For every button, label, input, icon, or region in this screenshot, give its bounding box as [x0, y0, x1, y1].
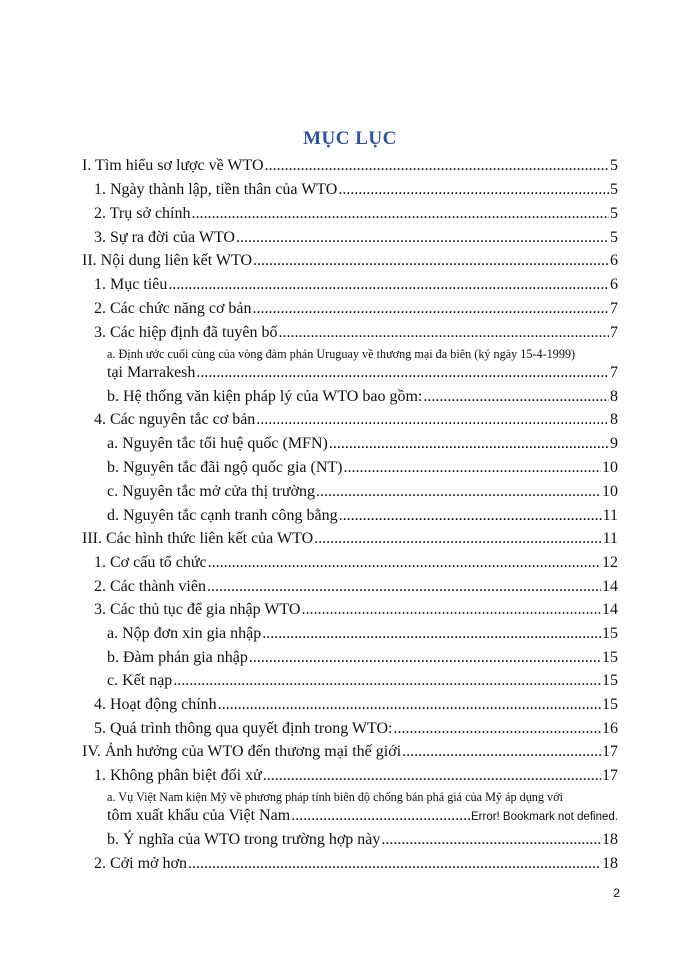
toc-entry-text: b. Ý nghĩa của WTO trong trường hợp này — [107, 831, 381, 848]
toc-entry[interactable] — [94, 855, 618, 873]
toc-entry[interactable] — [94, 578, 618, 596]
leader-dots — [423, 388, 609, 406]
toc-entry[interactable] — [94, 601, 618, 619]
leader-dots — [329, 435, 609, 453]
toc-entry[interactable] — [107, 364, 618, 382]
toc-entry[interactable] — [94, 767, 618, 785]
toc-entry-page: 5 — [610, 229, 618, 246]
toc-entry[interactable] — [94, 554, 618, 572]
toc-entry-text: 5. Quá trình thông qua quyết định trong WTO: — [94, 720, 393, 737]
toc-entry-page: 7 — [610, 364, 618, 381]
toc-entry-text: III. Các hình thức liên kết của WTO — [82, 530, 314, 547]
toc-entry-page: 15 — [602, 649, 618, 666]
toc-entry-text: 4. Các nguyên tắc cơ bản — [94, 411, 256, 428]
toc-entry-text: tại Marrakesh — [107, 364, 196, 381]
leader-dots — [343, 459, 601, 477]
toc-entry-page: 7 — [610, 324, 618, 341]
toc-entry-text: 4. Hoạt động chính — [94, 696, 217, 713]
toc-entry-text: 1. Cơ cấu tổ chức — [94, 554, 207, 571]
toc-entry[interactable] — [82, 252, 618, 270]
leader-dots — [236, 229, 609, 247]
toc-entry-page: 18 — [602, 855, 618, 872]
toc-entry[interactable] — [94, 411, 618, 429]
leader-dots — [265, 157, 609, 175]
toc-entry-page: 6 — [610, 252, 618, 269]
toc-entry-page: 8 — [610, 411, 618, 428]
toc-entry-text: b. Nguyên tắc đãi ngộ quốc gia (NT) — [107, 459, 343, 476]
toc-entry-page: 15 — [602, 696, 618, 713]
toc-entry-text: 1. Không phân biệt đối xử — [94, 767, 262, 784]
toc-entry-text: 1. Ngày thành lập, tiền thân của WTO — [94, 181, 338, 198]
toc-entry[interactable] — [94, 300, 618, 318]
toc-entry[interactable] — [94, 720, 618, 738]
toc-entry-text: c. Kết nạp — [107, 672, 173, 689]
toc-entry[interactable] — [107, 459, 618, 477]
toc-entry[interactable] — [107, 625, 618, 643]
toc-entry[interactable] — [82, 530, 618, 548]
toc-entry-text: c. Nguyên tắc mở cửa thị trường — [107, 483, 315, 500]
toc-entry-text: 3. Các hiệp định đã tuyên bố — [94, 324, 278, 341]
toc-entry-page: 11 — [602, 530, 618, 547]
toc-entry-page: 15 — [602, 625, 618, 642]
toc-entry[interactable] — [107, 483, 618, 501]
toc-entry[interactable] — [82, 157, 618, 175]
toc-entry-page: 8 — [610, 388, 618, 405]
leader-dots — [196, 364, 609, 382]
leader-dots — [301, 601, 601, 619]
toc-entry-page: 14 — [602, 578, 618, 595]
toc-entry-text-line1[interactable]: a. Vụ Việt Nam kiện Mỹ về phương pháp tính biên độ chống bán phá giá của Mỹ áp dụng với — [107, 790, 563, 804]
leader-dots — [262, 625, 601, 643]
toc-entry-text: tôm xuất khẩu của Việt Nam — [107, 807, 291, 824]
toc-entry-page: 18 — [602, 831, 618, 848]
toc-entry-text: 1. Mục tiêu — [94, 276, 168, 293]
leader-dots — [188, 855, 601, 873]
toc-entry-text: b. Hệ thống văn kiện pháp lý của WTO bao gồm: — [107, 388, 423, 405]
leader-dots — [207, 578, 601, 596]
page-title: MỤC LỤC — [303, 128, 397, 149]
toc-entry-page: 15 — [602, 672, 618, 689]
toc-entry-text: 3. Các thủ tục để gia nhập WTO — [94, 601, 301, 618]
toc-entry-page: 17 — [602, 743, 618, 760]
toc-entry-text: 2. Cởi mở hơn — [94, 855, 187, 872]
toc-entry-text: a. Nộp đơn xin gia nhập — [107, 625, 262, 642]
toc-entry-text: II. Nội dung liên kết WTO — [82, 252, 253, 269]
toc-entry-text: a. Nguyên tắc tối huệ quốc (MFN) — [107, 435, 328, 452]
toc-entry-page: 5 — [610, 157, 618, 174]
toc-entry[interactable] — [107, 435, 618, 453]
toc-entry-text: d. Nguyên tắc cạnh tranh công bằng — [107, 507, 338, 524]
toc-entry[interactable] — [94, 205, 618, 223]
toc-entry[interactable] — [94, 276, 618, 294]
toc-entry[interactable] — [94, 324, 618, 342]
toc-entry-page: 12 — [602, 554, 618, 571]
toc-entry[interactable] — [94, 696, 618, 714]
leader-dots — [291, 807, 470, 825]
leader-dots — [263, 767, 601, 785]
leader-dots — [208, 554, 601, 572]
toc-entry-page: 5 — [610, 181, 618, 198]
leader-dots — [218, 696, 601, 714]
leader-dots — [249, 649, 601, 667]
toc-entry-page-error: Error! Bookmark not defined. — [470, 811, 618, 823]
toc-entry-page: 11 — [602, 507, 618, 524]
toc-entry[interactable] — [107, 388, 618, 406]
toc-entry[interactable] — [107, 507, 618, 525]
toc-entry-text-line1[interactable]: a. Định ước cuối cùng của vòng đàm phán Uruguay về thương mại đa biên (ký ngày 15-4-1999) — [107, 347, 576, 361]
toc-entry-text: 2. Các thành viên — [94, 578, 206, 595]
leader-dots — [191, 205, 609, 223]
leader-dots — [168, 276, 609, 294]
leader-dots — [402, 743, 601, 761]
toc-entry-text: 2. Trụ sở chính — [94, 205, 191, 222]
leader-dots — [381, 831, 601, 849]
leader-dots — [314, 530, 601, 548]
toc-entry[interactable] — [107, 807, 618, 825]
toc-entry-page: 10 — [602, 459, 618, 476]
leader-dots — [316, 483, 601, 501]
toc-entry[interactable] — [107, 672, 618, 690]
toc-entry-text: b. Đàm phán gia nhập — [107, 649, 248, 666]
toc-entry-text: IV. Ảnh hưởng của WTO đến thương mại thế giới — [82, 743, 402, 760]
toc-entry[interactable] — [82, 743, 618, 761]
toc-entry-page: 14 — [602, 601, 618, 618]
toc-entry[interactable] — [94, 181, 618, 199]
leader-dots — [393, 720, 601, 738]
toc-entry[interactable] — [107, 649, 618, 667]
toc-entry-page: 7 — [610, 300, 618, 317]
leader-dots — [256, 411, 609, 429]
toc-entry-text: I. Tìm hiểu sơ lược về WTO — [82, 157, 264, 174]
leader-dots — [253, 300, 609, 318]
toc-entry[interactable] — [94, 229, 618, 247]
toc-entry-page: 9 — [610, 435, 618, 452]
page-number: 2 — [613, 886, 620, 900]
leader-dots — [338, 181, 609, 199]
toc-entry-page: 17 — [602, 767, 618, 784]
toc-entry-page: 6 — [610, 276, 618, 293]
toc-entry-page: 10 — [602, 483, 618, 500]
leader-dots — [173, 672, 601, 690]
toc-entry-page: 5 — [610, 205, 618, 222]
toc-entry[interactable] — [107, 831, 618, 849]
toc-entry-page: 16 — [602, 720, 618, 737]
leader-dots — [279, 324, 609, 342]
leader-dots — [253, 252, 609, 270]
leader-dots — [339, 507, 602, 525]
toc-entry-text: 2. Các chức năng cơ bản — [94, 300, 252, 317]
toc-entry-text: 3. Sự ra đời của WTO — [94, 229, 235, 246]
